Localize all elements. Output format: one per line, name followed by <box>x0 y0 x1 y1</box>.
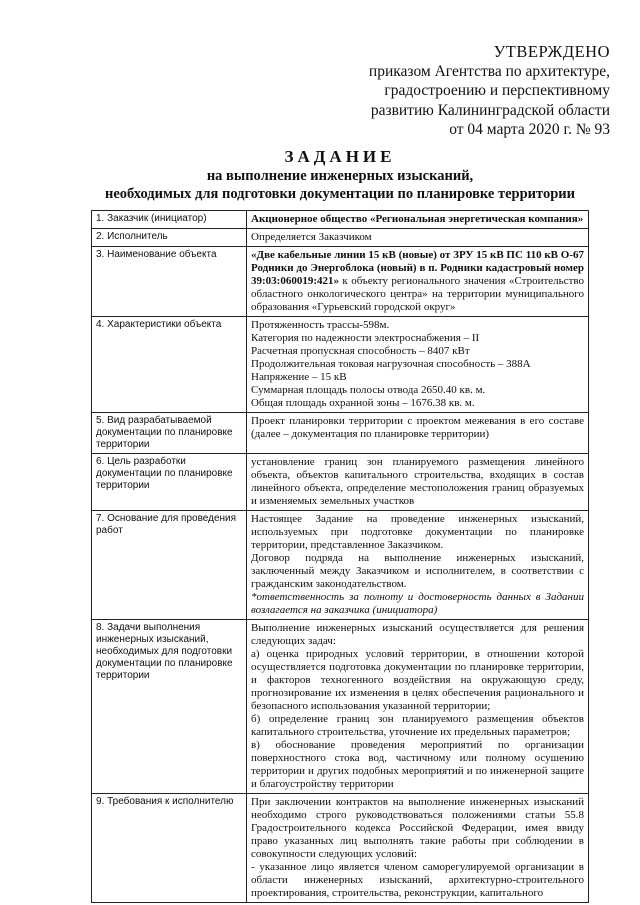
table-row <box>92 620 589 794</box>
table-row <box>92 229 589 247</box>
approval-line: приказом Агентства по архитектуре, <box>368 62 610 80</box>
characteristic-line: Протяженность трассы-598м. <box>251 319 390 331</box>
table-row <box>92 247 589 317</box>
row-value: Проект планировки территории с проектом межевания в его составе (далее – документация по планировке территории) <box>247 413 589 454</box>
row-value: Акционерное общество «Региональная энергетическая компания» <box>247 211 589 229</box>
object-description: к объекту регионального значения «Строительство областного онкологического центра» на территории муниципального образования «Гурьевский городской округ» <box>251 275 584 313</box>
row-label: 5. Вид разрабатываемой документации по планировке территории <box>92 413 247 454</box>
row-label: 6. Цель разработки документации по планировке территории <box>92 454 247 511</box>
object-name: «Две кабельные линии 15 кВ (новые) от ЗРУ 15 кВ ПС 110 кВ О-67 Родники до Энергоблока (новый) в п. Родники кадастровый номер 39:03:060019:421» <box>251 249 584 287</box>
basis-paragraph: Настоящее Задание на проведение инженерных изысканий, используемых при подготовке документации по планировке территории, представленное Заказчиком. <box>251 513 584 551</box>
row-label: 7. Основание для проведения работ <box>92 511 247 620</box>
table-row <box>92 454 589 511</box>
tasks-paragraph: а) оценка природных условий территории, в отношении которой осуществляется подготовка документации по планировке территории, и факторов техногенного воздействия на окружающую среду, прогнозирование их изменения в целях обеспечения рационального и безопасного использования указанной территории; <box>251 648 584 712</box>
approval-stamp <box>369 42 610 140</box>
table-row <box>92 511 589 620</box>
approval-line: развитию Калининградской области <box>370 101 610 119</box>
document-subtitle: на выполнение инженерных изысканий, <box>206 168 474 184</box>
row-value <box>247 620 589 794</box>
document-title: ЗАДАНИЕ <box>284 147 396 166</box>
row-label: 2. Исполнитель <box>92 229 247 247</box>
document-subtitle: необходимых для подготовки документации по планировке территории <box>105 186 575 202</box>
characteristic-line: Продолжительная токовая нагрузочная способность – 388А <box>251 358 531 370</box>
approval-heading: УТВЕРЖДЕНО <box>493 42 610 61</box>
characteristic-line: Напряжение – 15 кВ <box>251 371 347 383</box>
basis-paragraph: Договор подряда на выполнение инженерных изысканий, заключенный между Заказчиком и исполнителем, в соответствии с гражданским законодательством. <box>251 552 584 590</box>
row-value <box>247 511 589 620</box>
row-value <box>247 247 589 317</box>
row-label: 4. Характеристики объекта <box>92 317 247 413</box>
row-label: 8. Задачи выполнения инженерных изысканий, необходимых для подготовки документации по планировке территории <box>92 620 247 794</box>
table-row <box>92 794 589 903</box>
row-label: 3. Наименование объекта <box>92 247 247 317</box>
row-value <box>247 794 589 903</box>
row-label: 1. Заказчик (инициатор) <box>92 211 247 229</box>
task-table <box>91 210 589 903</box>
table-row <box>92 413 589 454</box>
table-row <box>92 317 589 413</box>
tasks-paragraph: Выполнение инженерных изысканий осуществляется для решения следующих задач: <box>251 622 584 647</box>
approval-line: градостроению и перспективному <box>384 82 610 99</box>
row-label: 9. Требования к исполнителю <box>92 794 247 903</box>
row-value: установление границ зон планируемого размещения линейного объекта, объектов капитального строительства, входящих в состав линейного объекта, определение местоположения границ образуемых и изменяемых земельных участков <box>247 454 589 511</box>
requirements-paragraph: - указанное лицо является членом саморегулируемой организации в области инженерных изысканий, архитектурно-строительного проектирования, строительства, реконструкции, капитального <box>251 861 584 899</box>
tasks-paragraph: б) определение границ зон планируемого размещения объектов капитального строительства, уточнение их предельных параметров; <box>251 713 584 738</box>
row-value: Определяется Заказчиком <box>247 229 589 247</box>
row-value <box>247 317 589 413</box>
tasks-paragraph: в) обоснование проведения мероприятий по организации поверхностного стока вод, частичному или полному осушению территории и других подобных мероприятий и по инженерной защите и благоустройству территории <box>251 739 584 790</box>
table-row <box>92 211 589 229</box>
characteristic-line: Общая площадь охранной зоны – 1676.38 кв. м. <box>251 397 475 409</box>
requirements-paragraph: При заключении контрактов на выполнение инженерных изысканий необходимо строго руководствоваться положениями статьи 55.8 Градостроительного кодекса Российской Федерации, имея ввиду право указанных лиц выполнять такие работы при соблюдении в совокупности следующих условий: <box>251 796 584 860</box>
characteristic-line: Расчетная пропускная способность – 8407 кВт <box>251 345 470 357</box>
characteristic-line: Категория по надежности электроснабжения – II <box>251 332 480 344</box>
title-block <box>70 147 610 203</box>
characteristic-line: Суммарная площадь полосы отвода 2650.40 кв. м. <box>251 384 486 396</box>
responsibility-note: *ответственность за полноту и достоверность данных в Задании возлагается на заказчика (инициатора) <box>251 591 584 616</box>
approval-line: от 04 марта 2020 г. № 93 <box>449 121 610 138</box>
